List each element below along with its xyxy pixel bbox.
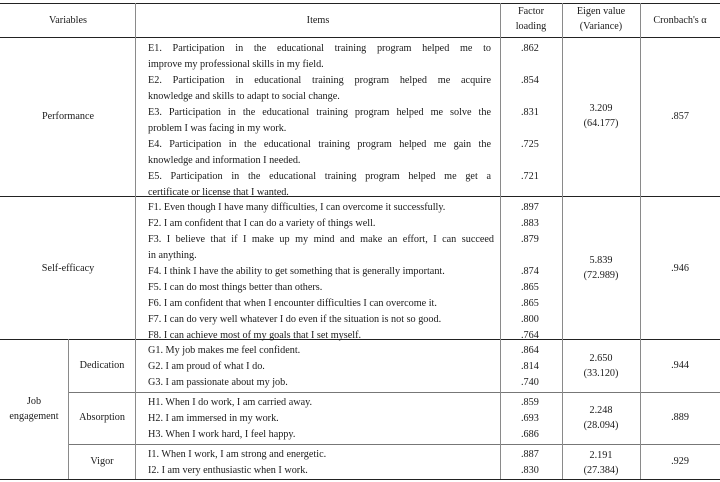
list-item: certificate or license that I wanted. bbox=[148, 187, 289, 198]
header-factor-loading: Factor loading bbox=[515, 6, 547, 32]
list-item: F1. Even though I have many difficulties, I can overcome it successfully. bbox=[148, 202, 446, 213]
subsection-rule-2 bbox=[68, 444, 720, 445]
table-top-rule bbox=[0, 3, 720, 4]
col-divider-2 bbox=[500, 3, 501, 479]
list-item: H1. When I do work, I am carried away. bbox=[148, 397, 313, 408]
table-bottom-rule bbox=[0, 479, 720, 480]
list-item: G3. I am passionate about my job. bbox=[148, 377, 288, 388]
list-item: H3. When I work hard, I feel happy. bbox=[148, 429, 296, 440]
list-item: E4. Participation in the educational training program helped me gain the bbox=[148, 139, 491, 150]
self-efficacy-alpha: .946 bbox=[671, 263, 689, 274]
loading-value: .887 bbox=[521, 449, 539, 460]
subsection-rule-1 bbox=[68, 392, 720, 393]
loading-value: .740 bbox=[521, 377, 539, 388]
col-divider-3 bbox=[562, 3, 563, 479]
list-item: E1. Participation in the educational training program helped me to bbox=[148, 43, 491, 54]
list-item: F2. I am confident that I can do a variety of things well. bbox=[148, 218, 376, 229]
list-item: F3. I believe that if I make up my mind and make an effort, I can succeed bbox=[148, 234, 494, 245]
self-efficacy-items bbox=[148, 200, 494, 344]
list-item: F6. I am confident that when I encounter difficulties I can overcome it. bbox=[148, 298, 437, 309]
dedication-eigen: 2.650 (33.120) bbox=[583, 353, 619, 379]
self-efficacy-loadings bbox=[521, 200, 539, 344]
loading-value: .721 bbox=[521, 171, 539, 182]
loading-value: .764 bbox=[521, 330, 539, 341]
vigor-eigen: 2.191 (27.384) bbox=[583, 450, 619, 476]
subvariable-vigor: Vigor bbox=[90, 456, 114, 467]
loading-value: .862 bbox=[521, 43, 539, 54]
absorption-alpha: .889 bbox=[671, 412, 689, 423]
vigor-loadings bbox=[521, 447, 539, 479]
vigor-items bbox=[148, 447, 326, 479]
list-item: E5. Participation in the educational training program helped me get a bbox=[148, 171, 491, 182]
header-items: Items bbox=[306, 15, 330, 26]
subgroup-divider bbox=[68, 339, 69, 479]
loading-value: .864 bbox=[521, 345, 539, 356]
list-item: G2. I am proud of what I do. bbox=[148, 361, 265, 372]
loading-value: .854 bbox=[521, 75, 539, 86]
header-rule bbox=[0, 37, 720, 38]
variable-performance: Performance bbox=[41, 111, 95, 122]
list-item: I1. When I work, I am strong and energetic. bbox=[148, 449, 327, 460]
performance-items bbox=[148, 41, 491, 201]
loading-value: .874 bbox=[521, 266, 539, 277]
absorption-eigen: 2.248 (28.094) bbox=[583, 405, 619, 431]
performance-loadings bbox=[521, 41, 539, 201]
list-item: F8. I can achieve most of my goals that I set myself. bbox=[148, 330, 362, 341]
loading-value: .831 bbox=[521, 107, 539, 118]
list-item: I2. I am very enthusiastic when I work. bbox=[148, 465, 308, 476]
loading-value: .686 bbox=[521, 429, 539, 440]
list-item: in anything. bbox=[148, 250, 197, 261]
loading-value: .879 bbox=[521, 234, 539, 245]
header-eigen-value: Eigen value (Variance) bbox=[576, 6, 626, 32]
list-item: G1. My job makes me feel confident. bbox=[148, 345, 301, 356]
list-item: F7. I can do very well whatever I do even if the situation is not so good. bbox=[148, 314, 442, 325]
subvariable-absorption: Absorption bbox=[79, 412, 125, 423]
loading-value bbox=[521, 248, 539, 264]
list-item: H2. I am immersed in my work. bbox=[148, 413, 279, 424]
absorption-items bbox=[148, 395, 312, 443]
vigor-alpha: .929 bbox=[671, 456, 689, 467]
loading-value: .830 bbox=[521, 465, 539, 476]
loading-value: .859 bbox=[521, 397, 539, 408]
list-item: knowledge and skills to adapt to social change. bbox=[148, 91, 340, 102]
self-efficacy-eigen: 5.839 (72.989) bbox=[583, 255, 619, 281]
header-variables: Variables bbox=[49, 15, 87, 26]
dedication-items bbox=[148, 343, 300, 391]
dedication-loadings bbox=[521, 343, 539, 391]
list-item: E3. Participation in the educational training program helped me solve the bbox=[148, 107, 491, 118]
list-item: problem I was facing in my work. bbox=[148, 123, 287, 134]
list-item: knowledge and information I needed. bbox=[148, 155, 301, 166]
dedication-alpha: .944 bbox=[671, 360, 689, 371]
col-divider-1 bbox=[135, 3, 136, 479]
loading-value: .693 bbox=[521, 413, 539, 424]
list-item: improve my professional skills in my field. bbox=[148, 59, 324, 70]
variable-job-engagement: Job engagement bbox=[9, 396, 59, 422]
loading-value: .725 bbox=[521, 139, 539, 150]
subvariable-dedication: Dedication bbox=[79, 360, 125, 371]
list-item: F5. I can do most things better than others. bbox=[148, 282, 323, 293]
loading-value: .865 bbox=[521, 282, 539, 293]
loading-value: .897 bbox=[521, 202, 539, 213]
absorption-loadings bbox=[521, 395, 539, 443]
performance-alpha: .857 bbox=[671, 111, 689, 122]
loading-value: .800 bbox=[521, 314, 539, 325]
header-cronbach-alpha: Cronbach's α bbox=[653, 15, 707, 26]
list-item: E2. Participation in educational training program helped me acquire bbox=[148, 75, 491, 86]
loading-value: .883 bbox=[521, 218, 539, 229]
loading-value: .865 bbox=[521, 298, 539, 309]
col-divider-4 bbox=[640, 3, 641, 479]
variable-self-efficacy: Self-efficacy bbox=[41, 263, 95, 274]
performance-eigen: 3.209 (64.177) bbox=[583, 103, 619, 129]
loading-value: .814 bbox=[521, 361, 539, 372]
list-item: F4. I think I have the ability to get something that is generally important. bbox=[148, 266, 445, 277]
